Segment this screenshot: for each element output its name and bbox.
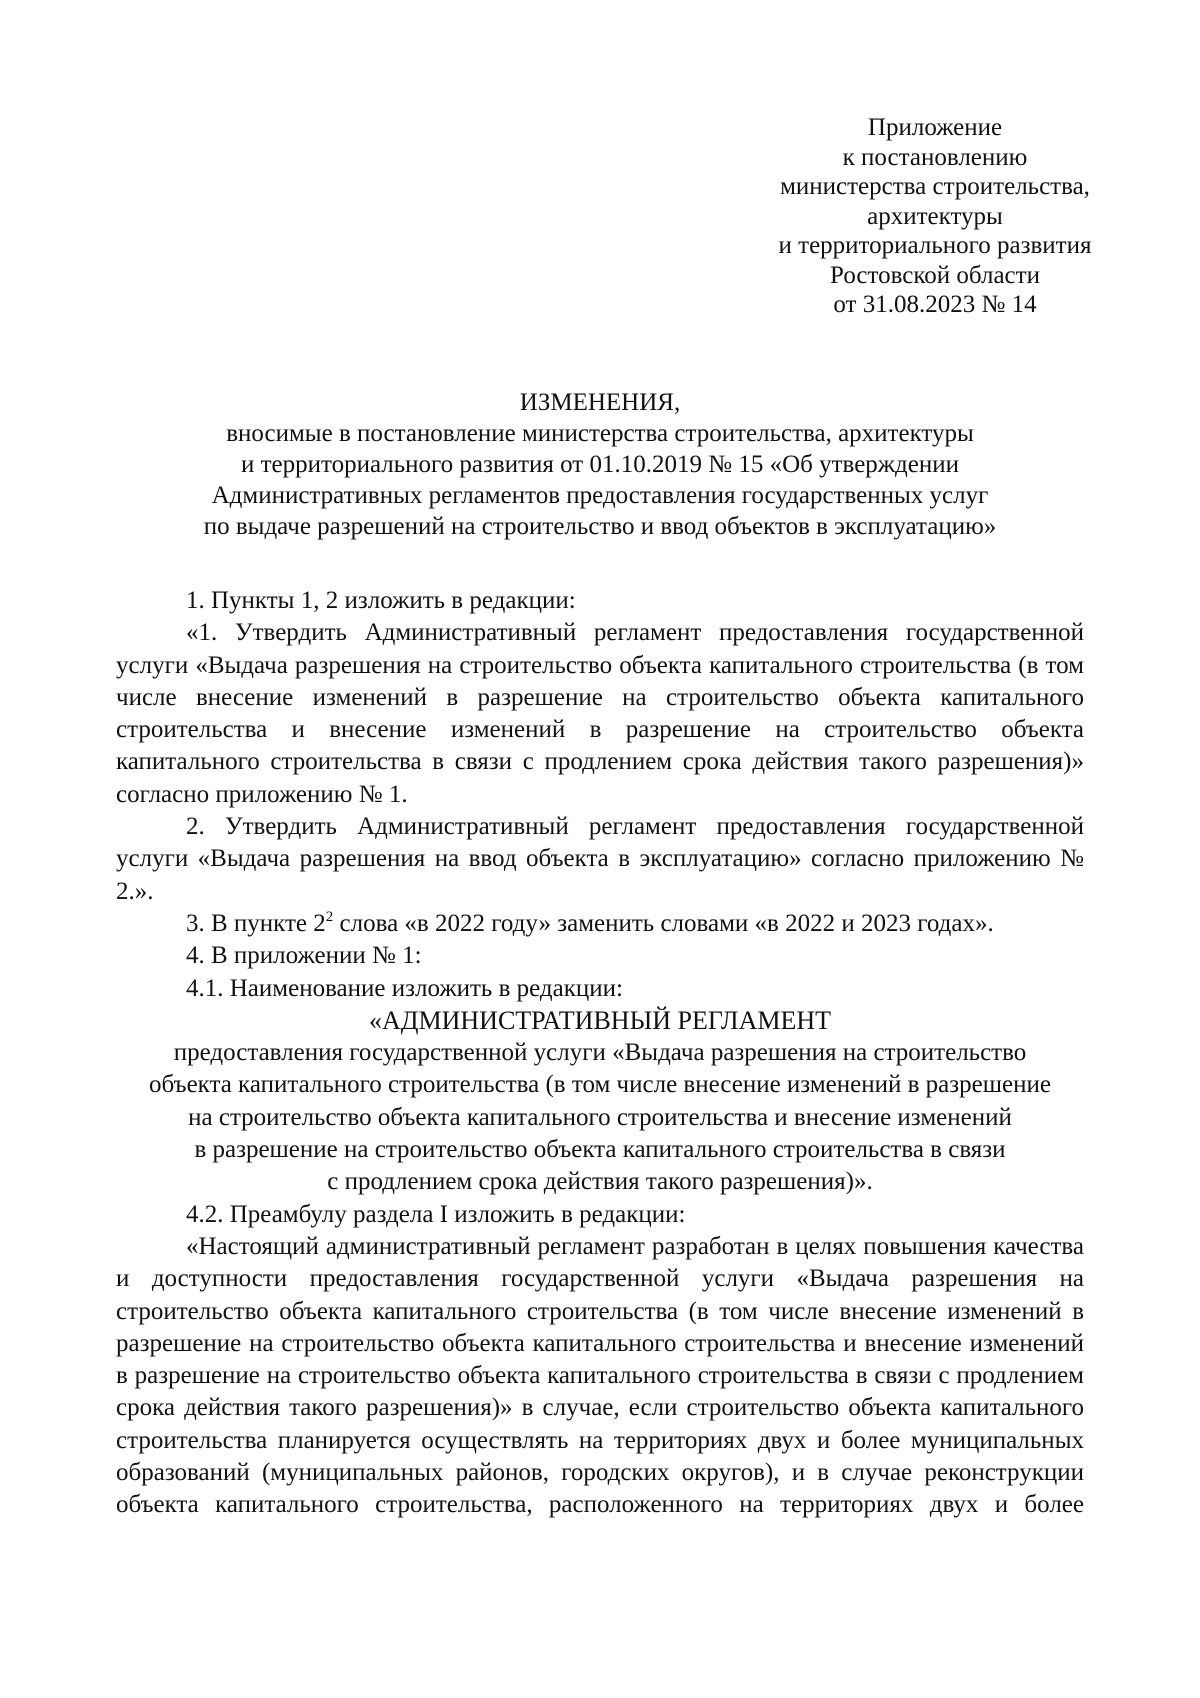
item-4-1: 4.1. Наименование изложить в редакции:: [186, 974, 623, 1002]
document-body: [116, 585, 1084, 1522]
appendix-line: Ростовской области: [830, 261, 1040, 289]
item-3-end: слова «в 2022 году» заменить словами «в 2022 и 2023 годах».: [333, 909, 994, 937]
item-4-2: 4.2. Преамбулу раздела I изложить в редакции:: [186, 1200, 686, 1228]
regulation-line: предоставления государственной услуги «Выдача разрешения на строительство: [173, 1039, 1027, 1067]
title-subtitle-line: по выдаче разрешений на строительство и ввод объектов в эксплуатацию»: [203, 513, 997, 540]
item-3: [116, 908, 1084, 940]
item-3-superscript: 2: [325, 908, 334, 925]
item-1-quote-2: 2. Утвердить Административный регламент предоставления государственной услуги «Выдача разрешения на ввод объекта в эксплуатацию» согласно приложению № 2.».: [116, 813, 1084, 905]
item-1: 1. Пункты 1, 2 изложить в редакции:: [186, 587, 576, 614]
appendix-line: министерства строительства,: [780, 173, 1090, 200]
title-subtitle-line: Административных регламентов предоставления государственных услуг: [211, 482, 989, 509]
regulation-line: на строительство объекта капитального строительства и внесение изменений: [188, 1103, 1012, 1131]
item-4: 4. В приложении № 1:: [186, 942, 422, 970]
appendix-line: от 31.08.2023 № 14: [833, 291, 1037, 318]
regulation-name: [116, 1037, 1084, 1198]
item-3-start: 3. В пункте 2: [186, 909, 326, 937]
appendix-header: [760, 113, 1110, 320]
title-subtitle-line: и территориального развития от 01.10.2019 № 15 «Об утверждении: [240, 451, 960, 478]
regulation-line: объекта капитального строительства (в том числе внесение изменений в разрешение: [149, 1071, 1051, 1099]
preamble-paragraph: «Настоящий административный регламент разработан в целях повышения качества и доступности предоставления государственной услуги «Выдача разрешения на строительство объекта капитального строительства (в том числе внесение изменений в разрешение на строительство объекта капитального строительства и внесение изменений в разрешение на строительство объекта капитального строительства в связи с продлением срока действия такого разрешения)» в случае, если строительство объекта капитального строительства планируется осуществлять на территориях двух и более муниципальных образований (муниципальных районов, городских округов), и в случае реконструкции объекта капитального строительства, расположенного на территориях двух и более: [116, 1232, 1084, 1519]
title-heading: ИЗМЕНЕНИЯ,: [519, 389, 681, 416]
appendix-line: архитектуры: [867, 202, 1003, 230]
item-1-quote-1: «1. Утвердить Административный регламент предоставления государственной услуги «Выдача разрешения на строительство объекта капитального строительства (в том числе внесение изменений в разрешение на строительство объекта капитального строительства и внесение изменений в разрешение на строительство объекта капитального строительства в связи с продлением срока действия такого разрешения)» согласно приложению № 1.: [116, 619, 1084, 808]
regulation-line: в разрешение на строительство объекта капитального строительства в связи: [194, 1136, 1006, 1164]
document-title: [116, 387, 1084, 542]
appendix-line: и территориального развития: [778, 232, 1092, 259]
regulation-title: «АДМИНИСТРАТИВНЫЙ РЕГЛАМЕНТ: [368, 1005, 832, 1035]
appendix-line: к постановлению: [842, 143, 1028, 171]
title-subtitle-line: вносимые в постановление министерства строительства, архитектуры: [226, 420, 974, 447]
regulation-line: с продлением срока действия такого разрешения)».: [327, 1168, 873, 1196]
appendix-line: Приложение: [867, 114, 1003, 141]
